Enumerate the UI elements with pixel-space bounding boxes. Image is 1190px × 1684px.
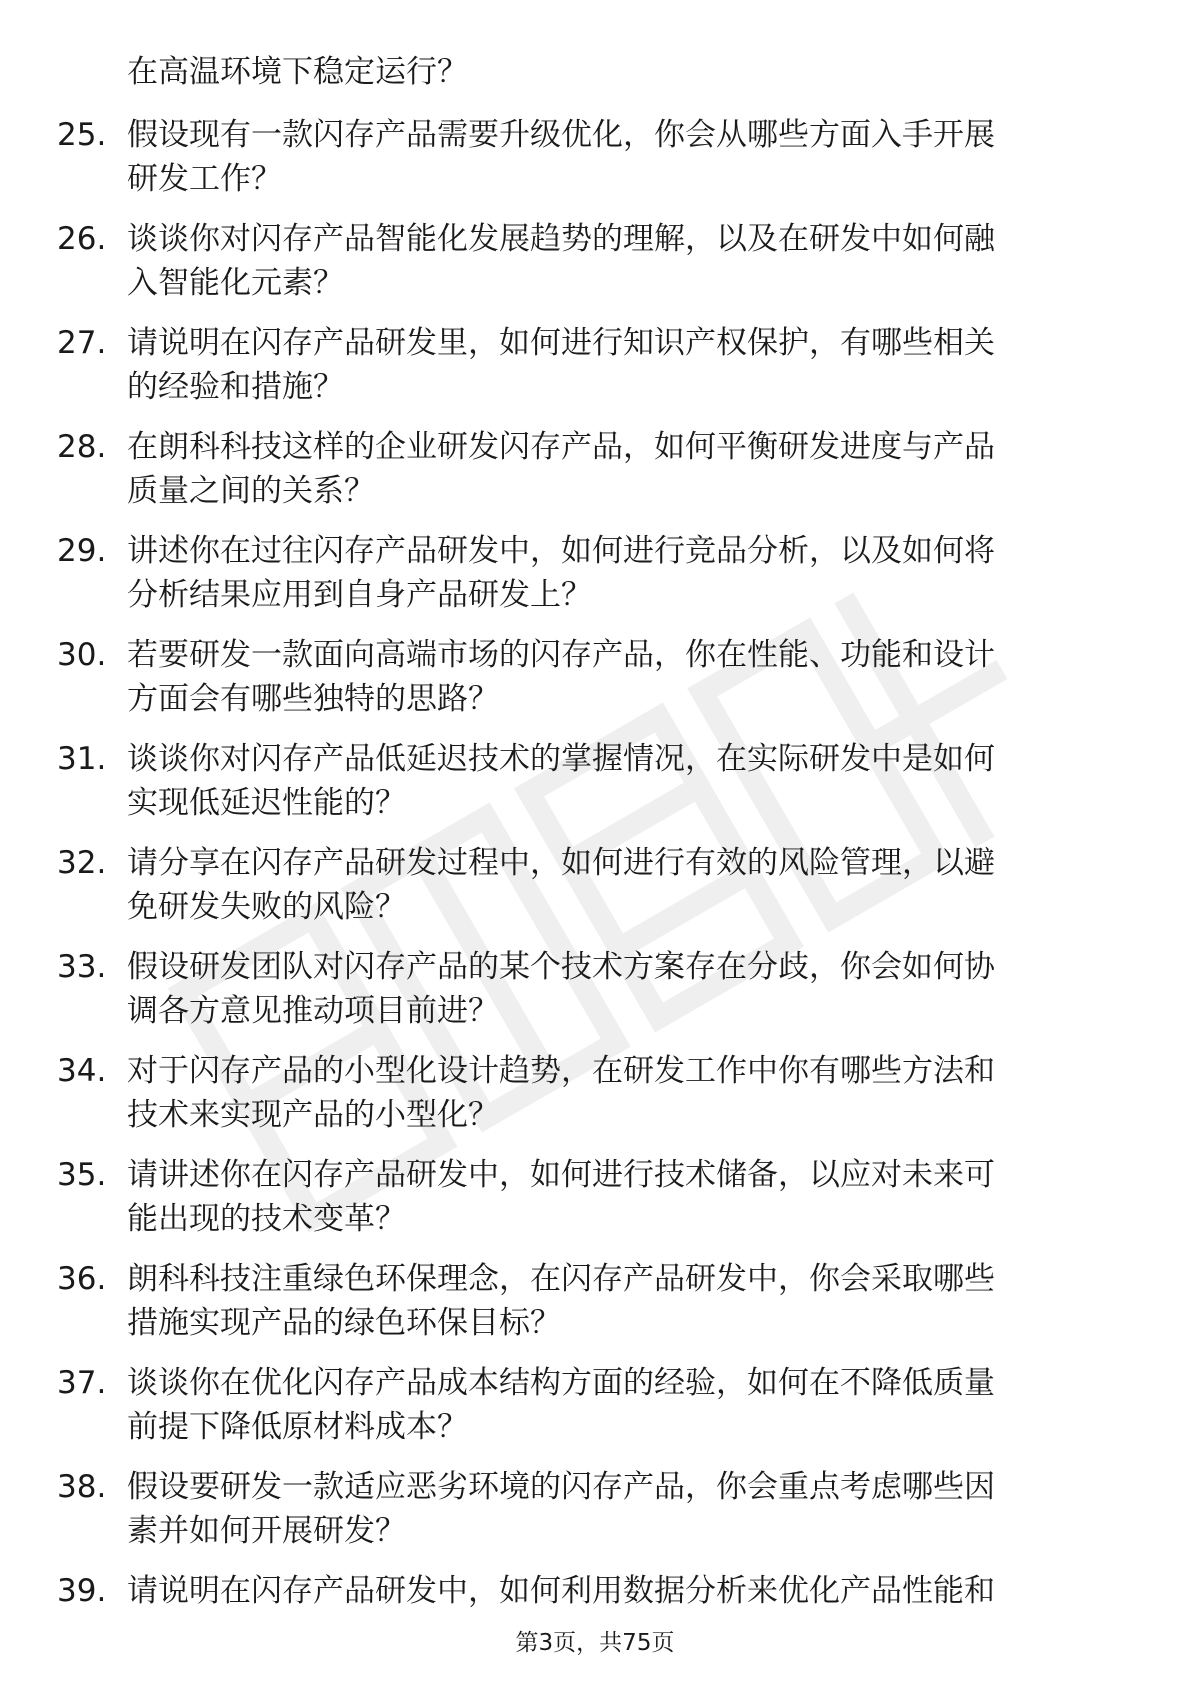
question-number: 33. xyxy=(57,949,107,985)
question-text xyxy=(127,945,1127,1033)
question-text-line: 谈谈你对闪存产品低延迟技术的掌握情况，在实际研发中是如何 xyxy=(127,741,995,777)
question-text-line: 朗科科技注重绿色环保理念，在闪存产品研发中，你会采取哪些 xyxy=(127,1261,995,1297)
question-text xyxy=(127,425,1127,513)
question-text xyxy=(127,529,1127,617)
question-number: 26. xyxy=(57,221,107,257)
question-item xyxy=(0,1361,1190,1465)
question-text-line: 质量之间的关系？ xyxy=(127,473,375,509)
question-text-line: 调各方意见推动项目前进？ xyxy=(127,993,499,1029)
question-item xyxy=(0,737,1190,841)
question-number: 37. xyxy=(57,1365,107,1401)
question-item xyxy=(0,1257,1190,1361)
question-text xyxy=(127,217,1127,305)
question-item xyxy=(0,425,1190,529)
question-text-line: 前提下降低原材料成本？ xyxy=(127,1409,468,1445)
question-text-line: 假设研发团队对闪存产品的某个技术方案存在分歧，你会如何协 xyxy=(127,949,995,985)
question-number: 28. xyxy=(57,429,107,465)
question-text xyxy=(127,1569,1127,1613)
question-number: 30. xyxy=(57,637,107,673)
question-text-line: 谈谈你对闪存产品智能化发展趋势的理解，以及在研发中如何融 xyxy=(127,221,995,257)
page-footer: 第3页，共75页 xyxy=(515,1630,675,1656)
question-text-line: 讲述你在过往闪存产品研发中，如何进行竞品分析，以及如何将 xyxy=(127,533,995,569)
question-item xyxy=(0,321,1190,425)
question-number: 34. xyxy=(57,1053,107,1089)
question-text xyxy=(127,841,1127,929)
question-item xyxy=(0,945,1190,1049)
question-item xyxy=(0,529,1190,633)
question-text-line: 实现低延迟性能的？ xyxy=(127,785,406,821)
question-number: 35. xyxy=(57,1157,107,1193)
question-item xyxy=(0,217,1190,321)
question-text-line: 请说明在闪存产品研发中，如何利用数据分析来优化产品性能和 xyxy=(127,1573,995,1609)
question-text-line: 的经验和措施？ xyxy=(127,369,344,405)
question-text-line: 研发工作？ xyxy=(127,161,282,197)
question-text-line: 能出现的技术变革？ xyxy=(127,1201,406,1237)
question-item xyxy=(0,1049,1190,1153)
question-number: 36. xyxy=(57,1261,107,1297)
question-text-line: 请讲述你在闪存产品研发中，如何进行技术储备，以应对未来可 xyxy=(127,1157,995,1193)
question-text xyxy=(127,1049,1127,1137)
question-text-line: 技术来实现产品的小型化？ xyxy=(127,1097,499,1133)
question-number: 38. xyxy=(57,1469,107,1505)
question-text-line: 假设现有一款闪存产品需要升级优化，你会从哪些方面入手开展 xyxy=(127,117,995,153)
question-text-line: 免研发失败的风险？ xyxy=(127,889,406,925)
continued-question-text: 在高温环境下稳定运行？ xyxy=(127,54,468,90)
question-text-line: 入智能化元素？ xyxy=(127,265,344,301)
question-text xyxy=(127,1361,1127,1449)
question-number: 39. xyxy=(57,1573,107,1609)
question-item xyxy=(0,1465,1190,1569)
question-text xyxy=(127,1257,1127,1345)
question-text-line: 请分享在闪存产品研发过程中，如何进行有效的风险管理，以避 xyxy=(127,845,995,881)
question-text xyxy=(127,321,1127,409)
question-list xyxy=(0,113,1190,1673)
question-text-line: 分析结果应用到自身产品研发上？ xyxy=(127,577,592,613)
question-text-line: 请说明在闪存产品研发里，如何进行知识产权保护，有哪些相关 xyxy=(127,325,995,361)
question-text-line: 若要研发一款面向高端市场的闪存产品，你在性能、功能和设计 xyxy=(127,637,995,673)
question-text-line: 在朗科科技这样的企业研发闪存产品，如何平衡研发进度与产品 xyxy=(127,429,995,465)
question-number: 29. xyxy=(57,533,107,569)
question-text-line: 措施实现产品的绿色环保目标？ xyxy=(127,1305,561,1341)
question-text xyxy=(127,113,1127,201)
question-text xyxy=(127,1465,1127,1553)
question-item xyxy=(0,841,1190,945)
question-text-line: 假设要研发一款适应恶劣环境的闪存产品，你会重点考虑哪些因 xyxy=(127,1469,995,1505)
question-number: 32. xyxy=(57,845,107,881)
question-item xyxy=(0,633,1190,737)
question-item xyxy=(0,1153,1190,1257)
question-text-line: 谈谈你在优化闪存产品成本结构方面的经验，如何在不降低质量 xyxy=(127,1365,995,1401)
question-number: 27. xyxy=(57,325,107,361)
question-number: 31. xyxy=(57,741,107,777)
question-number: 25. xyxy=(57,117,107,153)
question-text-line: 素并如何开展研发？ xyxy=(127,1513,406,1549)
question-text xyxy=(127,737,1127,825)
question-text xyxy=(127,633,1127,721)
question-item xyxy=(0,113,1190,217)
question-text-line: 对于闪存产品的小型化设计趋势，在研发工作中你有哪些方法和 xyxy=(127,1053,995,1089)
question-text-line: 方面会有哪些独特的思路？ xyxy=(127,681,499,717)
question-text xyxy=(127,1153,1127,1241)
